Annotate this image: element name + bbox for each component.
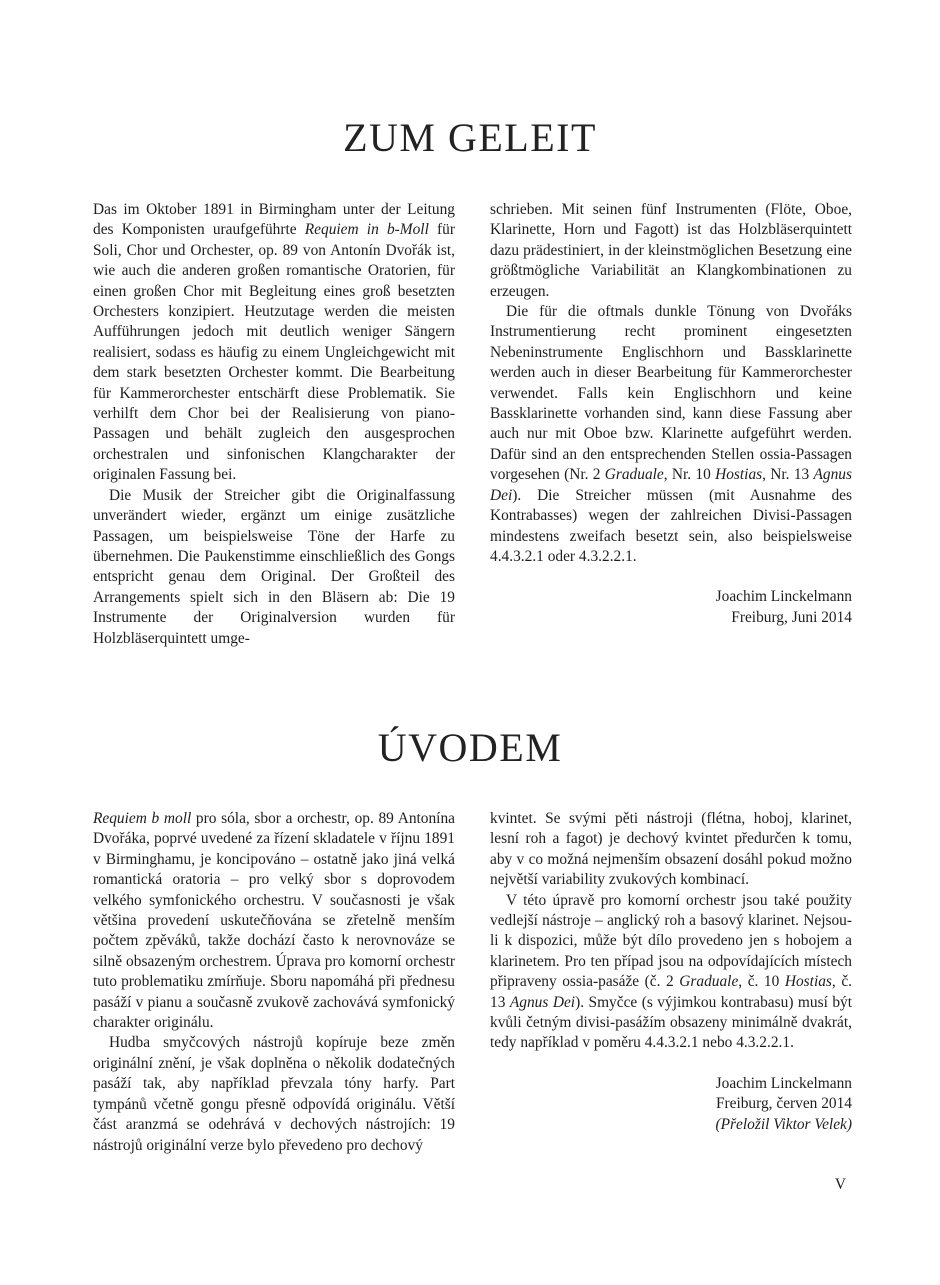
author-name: Joachim Linckelmann [715, 1074, 852, 1092]
german-paragraph-4: Die für die oftmals dunkle Tönung von Dvořáks Instrumentierung recht prominent eingesetzten Nebeninstrumente Englischhorn und Bassklarinette werden auch in dieser Bearbeitung für Kammerorchester verwendet. Falls kein Englischhorn und keine Bassklarinette vorhanden sind, kann diese Fassung aber auch nur mit Oboe bzw. Klarinette aufgeführt werden. Dafür sind an den entsprechenden Stellen ossia-Passagen vorgesehen (Nr. 2 Graduale, Nr. 10 Hostias, Nr. 13 Agnus Dei). Die Streicher müssen (mit Ausnahme des Kontrabasses) wegen der zahlreichen Divisi-Passagen mindestens zweifach besetzt sein, also beispielsweise 4.4.3.2.1 oder 4.3.2.2.1. [490, 303, 852, 565]
place-date: Freiburg, Juni 2014 [731, 608, 852, 626]
german-paragraph-1: Das im Oktober 1891 in Birmingham unter der Leitung des Komponisten uraufgeführte Requiem in b-Moll für Soli, Chor und Orchester, op. 89 von Antonín Dvořák ist, wie auch die anderen großen romantische Oratorien, für einen großen Chor mit Begleitung eines groß besetzten Orchesters konzipiert. Heutzutage werden die meisten Aufführungen jedoch mit deutlich weniger Sängern realisiert, sodass es häufig zu einem Ungleichgewicht mit dem stark besetzten Orchester kommt. Die Bearbeitung für Kammerorchester entschärft diese Problematik. Sie verhilft dem Chor bei der Realisierung von piano-Passagen und behält zugleich den ausgesprochen orchestralen und sinfonischen Klangcharakter der originalen Fassung bei. [93, 201, 455, 484]
german-left-column [93, 200, 455, 649]
german-paragraph-3: schrieben. Mit seinen fünf Instrumenten (Flöte, Oboe, Klarinette, Horn und Fagott) ist das Holzbläserquintett dazu prädestiniert, in der kleinstmöglichen Besetzung eine größtmögliche Variabilität an Klangkombinationen zu erzeugen. [490, 201, 852, 300]
czech-paragraph-3: kvintet. Se svými pěti nástroji (flétna, hoboj, klarinet, lesní roh a fagot) je dechový kvintet předurčen k tomu, aby v co možná nejmenším obsazení dosáhl pokud možno největší variability zvukových kombinací. [490, 810, 852, 889]
work-title-italic: Requiem b moll [93, 810, 192, 827]
czech-paragraph-2: Hudba smyčcových nástrojů kopíruje beze změn originální znění, je však doplněna o několik dodatečných pasáží tak, aby například převzala tóny harfy. Part tympánů včetně gongu přesně odpovídá originálu. Větší část aranzmá se odehrává v dechových nástrojích: 19 nástrojů originální verze bylo převedeno pro dechový [93, 1034, 455, 1154]
author-name: Joachim Linckelmann [715, 588, 852, 606]
translator-credit: (Přeložil Viktor Velek) [715, 1115, 852, 1133]
czech-paragraph-4: V této úpravě pro komorní orchestr jsou také použity vedlejší nástroje – anglický roh a basový klarinet. Nejsou-li k dispozici, může být dílo provedeno jen s hobojem a klarinetem. Pro ten případ jsou na odpovídajících místech připraveny ossia-pasáže (č. 2 Graduale, č. 10 Hostias, č. 13 Agnus Dei). Smyčce (s výjimkou kontrabasu) musí být kvůli četným divisi-pasážím obsazeny minimálně dvakrát, tedy například v poměru 4.4.3.2.1 nebo 4.3.2.2.1. [490, 891, 852, 1052]
german-paragraph-2: Die Musik der Streicher gibt die Originalfassung unverändert wieder, ergänzt um einige zusätzliche Passagen, um beispielsweise Töne der Harfe zu übernehmen. Die Paukenstimme einschließlich des Gongs entspricht genau dem Original. Der Großteil des Arrangements spielt sich in den Bläsern ab: Die 19 Instrumente der Originalversion wurden für Holzbläserquintett umge- [93, 486, 455, 647]
place-date: Freiburg, červen 2014 [715, 1095, 852, 1113]
czech-right-column [490, 809, 852, 1135]
german-signature [490, 587, 852, 628]
czech-paragraph-1: Requiem b moll pro sóla, sbor a orchestr, op. 89 Antonína Dvořáka, poprvé uvedené za řízení skladatele v říjnu 1891 v Birminghamu, je koncipováno – ostatně jako jiná velká romantická oratoria – pro velký sbor s doprovodem velkého symfonického orchestru. V současnosti je však většina provedení uskutečňována se zřetelně menším počtem zpěváků, takže dochází často k nerovnováze se silně obsazeným orchestrem. Úprava pro komorní orchestr tuto problematiku zmírňuje. Sboru napomáhá při přednesu pasáží v pianu a současně zvukově zachovává symfonický charakter originálu. [93, 810, 455, 1032]
work-title-italic: Requiem in b-Moll [304, 221, 429, 239]
page-number: V [834, 1176, 846, 1193]
czech-section-title: ÚVODEM [377, 725, 563, 770]
german-right-column [490, 200, 852, 628]
german-section-title: ZUM GELEIT [343, 115, 597, 160]
czech-left-column [93, 809, 455, 1156]
czech-signature [490, 1074, 852, 1135]
